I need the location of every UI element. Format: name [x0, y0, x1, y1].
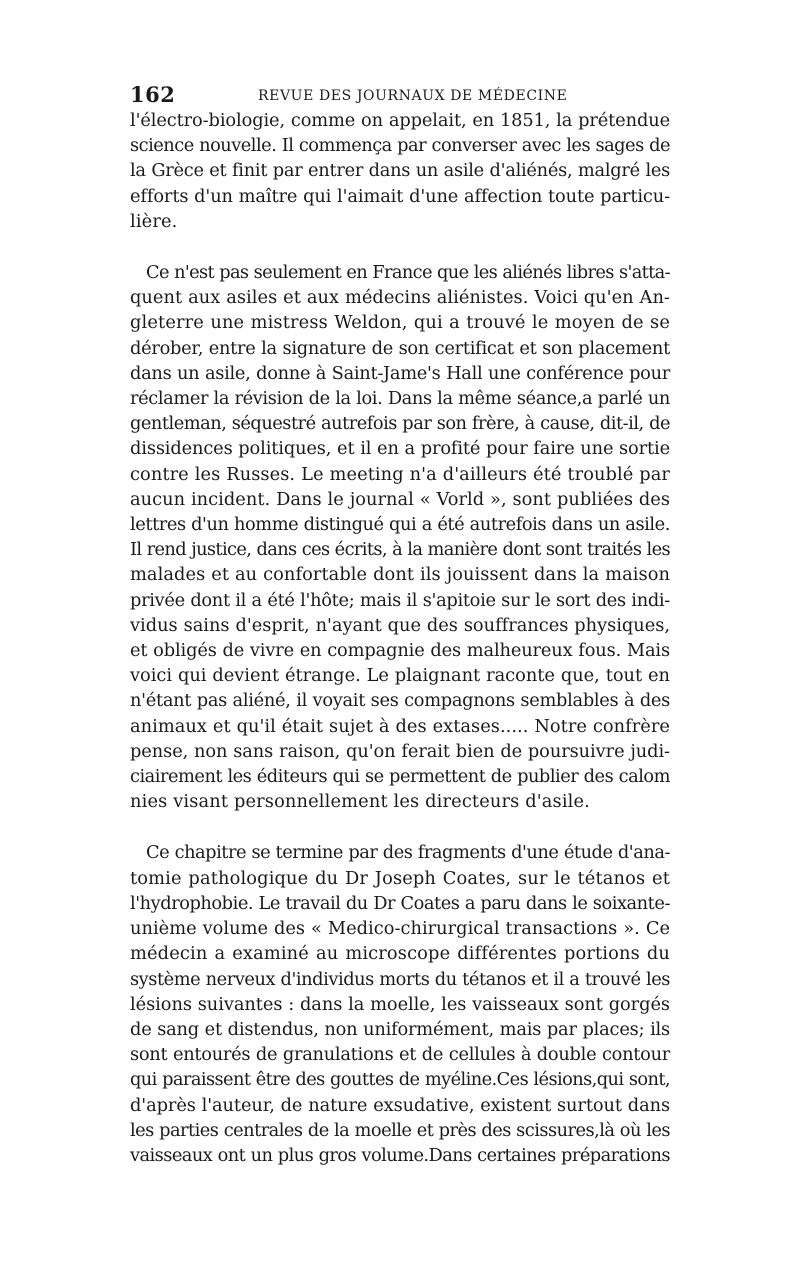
- paragraph-gap: [130, 814, 670, 840]
- text-line: dans un asile, donne à Saint-Jame's Hall une conférence pour: [130, 362, 670, 384]
- text-line: l'électro-biologie, comme on appelait, en 1851, la prétendue: [130, 110, 670, 131]
- text-line: dissidences politiques, et il en a profité pour faire une sortie: [130, 438, 670, 460]
- text-line: qui paraissent être des gouttes de myéline.Ces lésions,qui sont,: [130, 1069, 670, 1091]
- paragraph-2: [130, 260, 670, 814]
- running-title: REVUE DES JOURNAUX DE MÉDECINE: [258, 88, 568, 104]
- text-line: voici qui devient étrange. Le plaignant raconte que, tout en: [130, 665, 670, 687]
- text-line: contre les Russes. Le meeting n'a d'ailleurs été troublé par: [130, 463, 670, 485]
- text-line: lésions suivantes : dans la moelle, les vaisseaux sont gorgés: [130, 993, 670, 1015]
- text-line: tomie pathologique du Dr Joseph Coates, sur le tétanos et: [130, 867, 670, 889]
- text-line: Ce n'est pas seulement en France que les aliénés libres s'atta-: [146, 262, 670, 284]
- text-line: lière.: [130, 210, 178, 232]
- text-line: la Grèce et finit par entrer dans un asile d'aliénés, malgré les: [130, 160, 670, 182]
- text-line: dérober, entre la signature de son certificat et son placement: [130, 337, 670, 359]
- paragraph-gap: [130, 234, 670, 260]
- text-line: malades et au confortable dont ils jouissent dans la maison: [130, 564, 670, 586]
- paragraph-3: [130, 840, 670, 1168]
- text-line: quent aux asiles et aux médecins aliénistes. Voici qu'en An-: [130, 287, 670, 309]
- text-line: vidus sains d'esprit, n'ayant que des souffrances physiques,: [130, 614, 670, 636]
- text-line: privée dont il a été l'hôte; mais il s'apitoie sur le sort des indi-: [130, 589, 670, 611]
- text-line: sont entourés de granulations et de cellules à double contour: [130, 1044, 670, 1066]
- text-line: Ce chapitre se termine par des fragments d'une étude d'ana-: [146, 842, 670, 864]
- text-line: unième volume des « Medico-chirurgical transactions ». Ce: [130, 918, 670, 940]
- text-line: lettres d'un homme distingué qui a été autrefois dans un asile.: [130, 514, 670, 536]
- text-line: d'après l'auteur, de nature exsudative, existent surtout dans: [130, 1094, 670, 1116]
- text-line: pense, non sans raison, qu'on ferait bien de poursuivre judi-: [130, 740, 670, 762]
- text-line: animaux et qu'il était sujet à des extases..... Notre confrère: [130, 715, 670, 737]
- text-line: ciairement les éditeurs qui se permettent de publier des calom: [130, 766, 670, 788]
- text-line: Il rend justice, dans ces écrits, à la manière dont sont traités les: [130, 539, 670, 561]
- text-line: nies visant personnellement les directeurs d'asile.: [130, 791, 590, 813]
- text-line: de sang et distendus, non uniformément, mais par places; ils: [130, 1018, 670, 1040]
- running-head: [130, 82, 670, 108]
- text-line: aucun incident. Dans le journal « Vorld », sont publiées des: [130, 488, 670, 510]
- text-line: efforts d'un maître qui l'aimait d'une affection toute particu-: [130, 185, 670, 207]
- book-page: [130, 82, 670, 1168]
- text-line: vaisseaux ont un plus gros volume.Dans certaines préparations: [130, 1144, 670, 1166]
- text-line: gentleman, séquestré autrefois par son frère, à cause, dit-il, de: [130, 413, 670, 435]
- text-line: n'étant pas aliéné, il voyait ses compagnons semblables à des: [130, 690, 670, 712]
- text-line: l'hydrophobie. Le travail du Dr Coates a paru dans le soixante-: [130, 892, 670, 914]
- text-line: les parties centrales de la moelle et près des scissures,là où les: [130, 1119, 670, 1141]
- page-number: 162: [130, 82, 176, 107]
- text-line: système nerveux d'individus morts du tétanos et il a trouvé les: [130, 968, 670, 990]
- text-line: gleterre une mistress Weldon, qui a trouvé le moyen de se: [130, 312, 670, 334]
- text-line: réclamer la révision de la loi. Dans la même séance,a parlé un: [130, 388, 670, 410]
- text-line: médecin a examiné au microscope différentes portions du: [130, 943, 670, 965]
- text-line: science nouvelle. Il commença par converser avec les sages de: [130, 135, 670, 157]
- paragraph-1: [130, 108, 670, 234]
- text-line: et obligés de vivre en compagnie des malheureux fous. Mais: [130, 640, 670, 662]
